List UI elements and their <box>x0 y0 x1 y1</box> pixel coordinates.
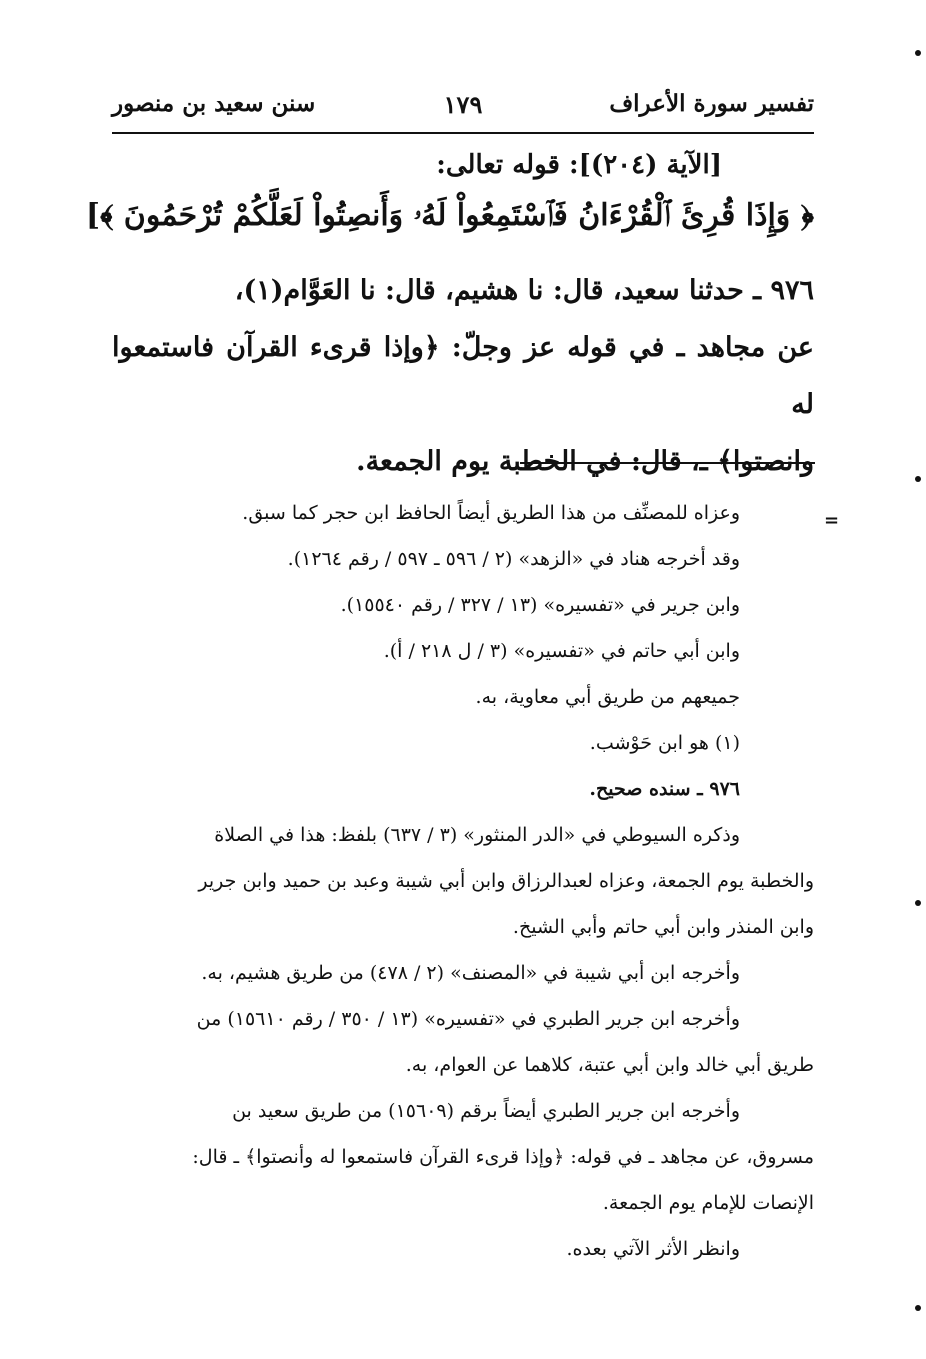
continuation-mark: = <box>824 510 840 531</box>
footnote-line: وابن أبي حاتم في «تفسيره» (٣ / ل ٢١٨ / أ). <box>383 640 740 662</box>
footnote-line: وقد أخرجه هناد في «الزهد» (٢ / ٥٩٦ ـ ٥٩٧ / رقم ١٢٦٤). <box>287 548 740 570</box>
header-rule <box>112 132 814 134</box>
footnote-line: ٩٧٦ ـ سنده صحيح. <box>589 778 740 800</box>
ayah-heading: [الآية (٢٠٤)]: قوله تعالى: <box>436 150 722 180</box>
footnote-line: طريق أبي خالد وابن أبي عتبة، كلاهما عن العوام، به. <box>405 1054 814 1076</box>
margin-dot <box>915 900 921 906</box>
footnote-line: وانظر الأثر الآتي بعده. <box>566 1238 740 1260</box>
footnote-line: وابن المنذر وابن أبي حاتم وأبي الشيخ. <box>512 916 814 938</box>
hadith-text <box>112 262 814 490</box>
margin-dot <box>915 50 921 56</box>
hadith-line: ٩٧٦ ـ حدثنا سعيد، قال: نا هشيم، قال: نا العَوَّام(١)، <box>234 275 814 306</box>
footnote-line: وأخرجه ابن جرير الطبري في «تفسيره» (١٣ / ٣٥٠ / رقم ١٥٦١٠) من <box>196 1008 740 1030</box>
hadith-line: وانصتوا﴾ ـ، قال: في الخطبة يوم الجمعة. <box>356 446 814 477</box>
footnote-line: وأخرجه ابن جرير الطبري أيضاً برقم (١٥٦٠٩) من طريق سعيد بن <box>232 1100 740 1122</box>
book-title: سنن سعيد بن منصور <box>112 90 316 117</box>
footnote-line: (١) هو ابن حَوْشب. <box>589 732 740 754</box>
footnote-line: الإنصات للإمام يوم الجمعة. <box>602 1192 814 1214</box>
quran-verse: ﴿ وَإِذَا قُرِئَ ٱلْقُرْءَانُ فَٱسْتَمِعُواْ لَهُۥ وَأَنصِتُواْ لَعَلَّكُمْ تُرْحَمُونَ ﴾] <box>85 198 814 233</box>
page-number: ١٧٩ <box>443 90 483 119</box>
footnote-separator <box>520 462 815 464</box>
hadith-line: عن مجاهد ـ في قوله عز وجلّ: ﴿وإذا قرىء القرآن فاستمعوا له <box>112 332 814 420</box>
running-header <box>112 90 814 130</box>
footnote-line: جميعهم من طريق أبي معاوية، به. <box>475 686 740 708</box>
footnotes <box>112 490 814 1272</box>
footnote-line: والخطبة يوم الجمعة، وعزاه لعبدالرزاق وابن أبي شيبة وعبد بن حميد وابن جرير <box>198 870 814 892</box>
footnote-line: وعزاه للمصنِّف من هذا الطريق أيضاً الحافظ ابن حجر كما سبق. <box>242 502 740 524</box>
footnote-line: وذكره السيوطي في «الدر المنثور» (٣ / ٦٣٧) بلفظ: هذا في الصلاة <box>214 824 740 846</box>
margin-dot <box>915 476 921 482</box>
margin-dot <box>915 1305 921 1311</box>
surah-title: تفسير سورة الأعراف <box>609 90 814 117</box>
footnote-line: وأخرجه ابن أبي شيبة في «المصنف» (٢ / ٤٧٨) من طريق هشيم، به. <box>201 962 740 984</box>
footnote-line: وابن جرير في «تفسيره» (١٣ / ٣٢٧ / رقم ١٥٥٤٠). <box>340 594 740 616</box>
footnote-line: مسروق، عن مجاهد ـ في قوله: ﴿وإذا قرىء القرآن فاستمعوا له وأنصتوا﴾ ـ قال: <box>192 1146 814 1168</box>
